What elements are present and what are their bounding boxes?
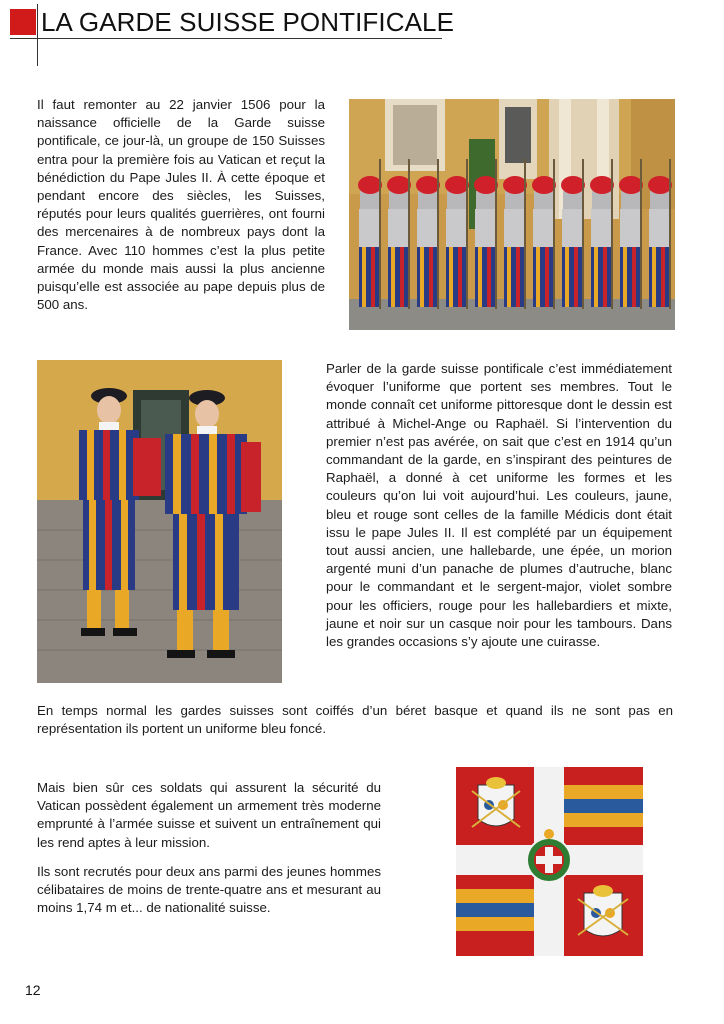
two-guards-photo: [37, 360, 282, 683]
swiss-guard-flag-image: [456, 767, 643, 956]
recruitment-paragraph: Ils sont recrutés pour deux ans parmi des jeunes hommes célibataires de moins de trente-quatre ans et mesurant au moins 1,74 m et... de nationalité suisse.: [37, 864, 381, 916]
page-number: 12: [25, 982, 41, 998]
guards-row-photo: [349, 99, 675, 330]
papal-arms-icon: [472, 777, 520, 827]
page-title: LA GARDE SUISSE PONTIFICALE: [41, 7, 455, 37]
normal-time-paragraph: En temps normal les gardes suisses sont coiffés d’un béret basque et quand ils ne sont pas en représentation ils portent un uniforme bleu foncé.: [37, 703, 673, 737]
armament-paragraph: Mais bien sûr ces soldats qui assurent la sécurité du Vatican possèdent également un armement très moderne emprunté à l’armée suisse et suivent un entraînement qui les rend aptes à leur mission.: [37, 780, 381, 850]
title-accent-square: [10, 9, 36, 35]
intro-paragraph: Il faut remonter au 22 janvier 1506 pour la naissance officielle de la Garde suisse pontificale, ce jour-là, un groupe de 150 Suisses entra pour la première fois au Vatican et reçut la bénédiction du Pape Jules II. À cette époque et pendant encore des siècles, les Suisses, réputés pour leurs qualités guerrières, ont fourni des mercenaires à de nombreux pays dont la France. Avec 110 hommes c’est la plus petite armée du monde mais aussi la plus ancienne puisqu’elle est associée au pape depuis plus de 500 ans.: [37, 97, 325, 313]
title-horizontal-rule: [10, 38, 442, 39]
uniform-paragraph: Parler de la garde suisse pontificale c’est immédiatement évoquer l’uniforme que portent ses membres. Tout le monde connaît cet uniforme pittoresque dont le dessin est attribué à Michel-Ange ou Raphaël. Si l’intervention du premier n’est pas avérée, on sait que c’est en 1914 qu’un commandant de la garde, en s’inspirant des peintures de Raphaël, a donné à cet uniforme les formes et les couleurs qu’on lui voit aujourd’hui. Les couleurs, jaune, bleu et rouge sont celles de la famille Médicis dont était issu le pape Jules II. Il est complété par un équipement tout aussi ancien, une hallebarde, une épée, un morion argenté muni d’un panache de plumes d’autruche, blanc pour le commandant et le sergent-major, violet sombre pour les officiers, rouge pour les hallebardiers et mixte, jaune et noir sur un casque noir pour les tambours. Dans les grandes occasions s’y ajoute une cuirasse.: [326, 361, 672, 650]
title-vertical-rule: [37, 4, 38, 66]
